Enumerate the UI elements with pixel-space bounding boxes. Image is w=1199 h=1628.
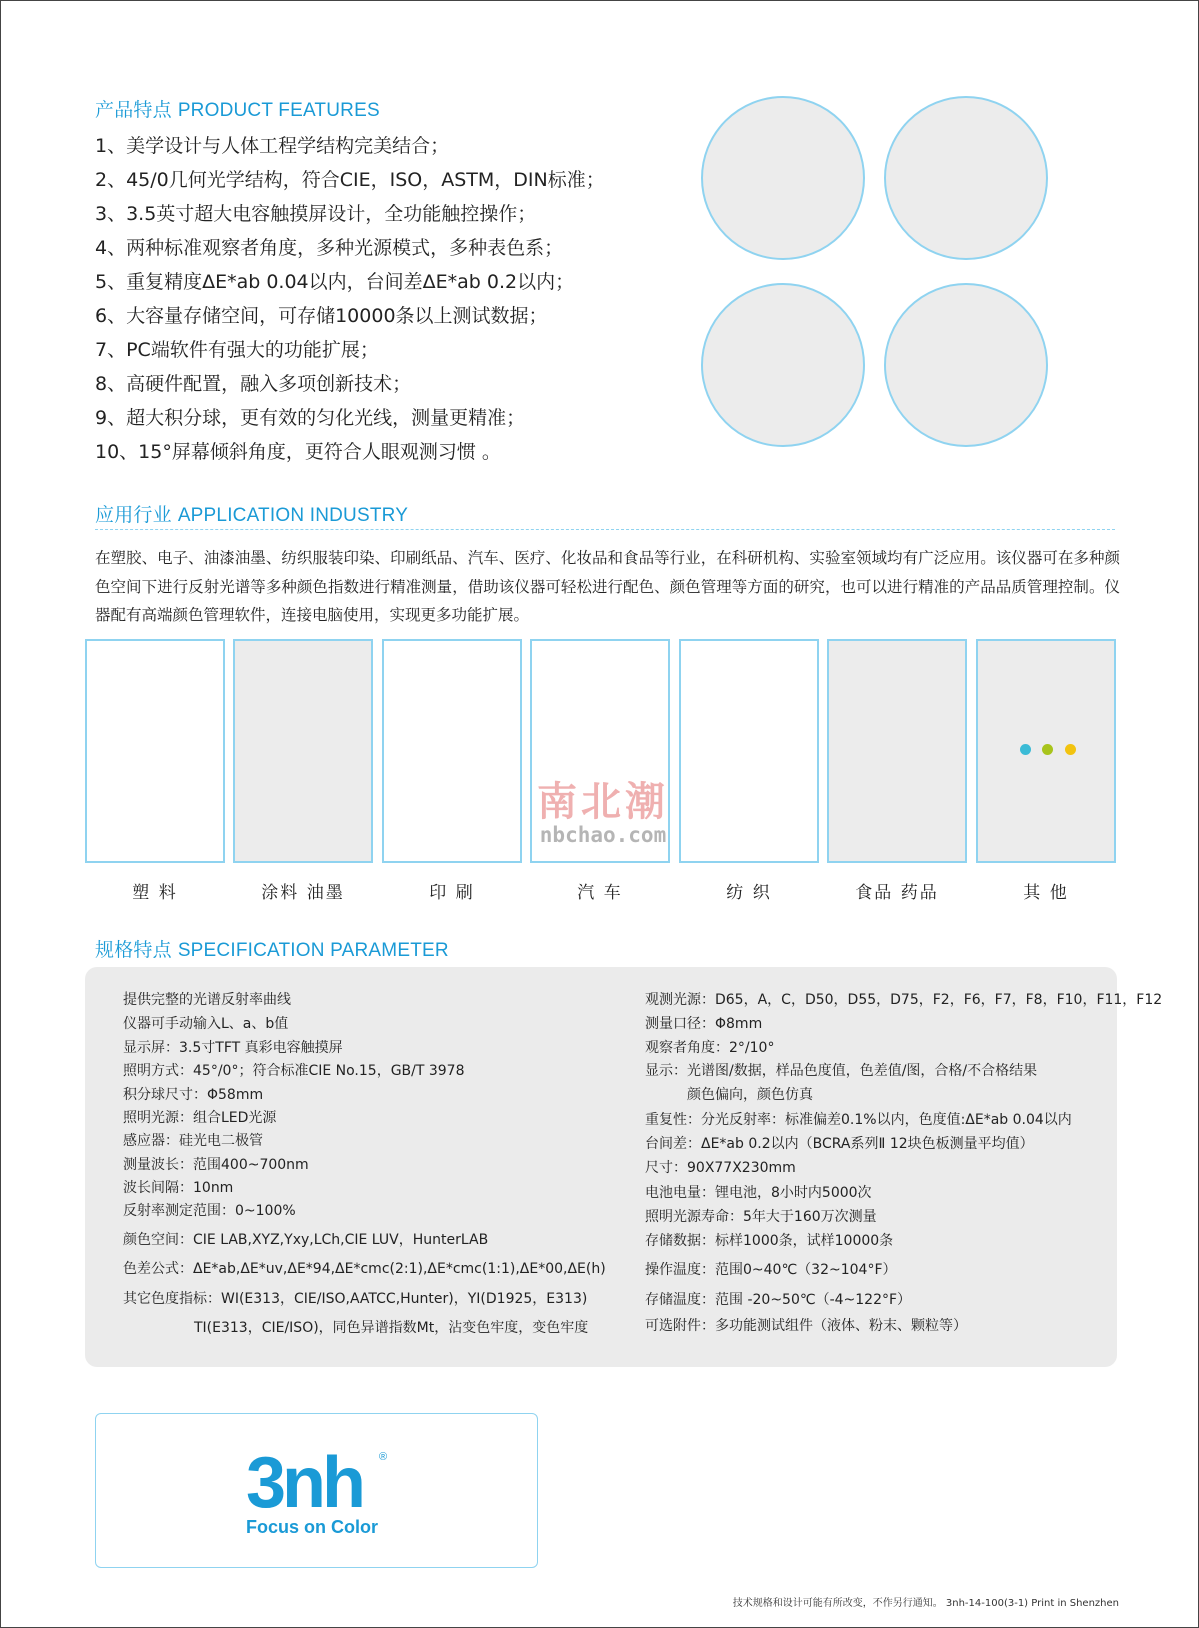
dot-yellow (1065, 744, 1076, 755)
footer-note: 技术规格和设计可能有所改变，不作另行通知。 3nh-14-100(3-1) Print in Shenzhen (732, 1598, 1119, 1609)
product-photo-placeholder (884, 283, 1048, 447)
industry-image-other (976, 639, 1116, 863)
application-heading (95, 500, 408, 527)
spec-item: 台间差：ΔE*ab 0.2以内（BCRA系列Ⅱ 12块色板测量平均值） (645, 1136, 1034, 1152)
spec-item: 照明光源：组合LED光源 (123, 1110, 277, 1126)
industry-image-coatings (233, 639, 373, 863)
application-title-cn: 应用行业 (95, 504, 172, 526)
feature-item: 9、超大积分球，更有效的匀化光线，测量更精准； (95, 407, 526, 429)
spec-item: 色差公式：ΔE*ab,ΔE*uv,ΔE*94,ΔE*cmc(2:1),ΔE*cmc(1:1),ΔE*00,ΔE(h) (123, 1261, 606, 1277)
industry-label: 纺 织 (726, 883, 772, 903)
brand-logo-box (95, 1413, 538, 1568)
brand-logo: 3nh (246, 1443, 363, 1523)
feature-item: 6、大容量存储空间，可存储10000条以上测试数据； (95, 305, 548, 327)
spec-item: 存储数据：标样1000条，试样10000条 (645, 1233, 894, 1249)
industry-image-textile (679, 639, 819, 863)
feature-item: 4、两种标准观察者角度，多种光源模式，多种表色系； (95, 237, 564, 259)
features-heading (95, 95, 380, 122)
spec-item: 观测光源：D65，A，C，D50，D55，D75，F2，F6，F7，F8，F10，F11，F12 (645, 992, 1163, 1008)
feature-item: 2、45/0几何光学结构，符合CIE，ISO，ASTM，DIN标准； (95, 169, 605, 191)
spec-item: 显示：光谱图/数据，样品色度值，色差值/图，合格/不合格结果 (645, 1063, 1038, 1079)
spec-item: 存储温度：范围 -20~50℃（-4~122°F） (645, 1292, 912, 1308)
product-photo-placeholder (701, 96, 865, 260)
spec-title-cn: 规格特点 (95, 939, 172, 961)
features-list (95, 129, 605, 469)
spec-item: 重复性：分光反射率：标准偏差0.1%以内，色度值:ΔE*ab 0.04以内 (645, 1112, 1072, 1128)
industry-image-food-drug (827, 639, 967, 863)
dot-green (1042, 744, 1053, 755)
feature-item: 5、重复精度ΔE*ab 0.04以内，台间差ΔE*ab 0.2以内； (95, 271, 575, 293)
spec-item: 显示屏：3.5寸TFT 真彩电容触摸屏 (123, 1040, 343, 1056)
spec-heading (95, 935, 449, 962)
spec-item: TI(E313，CIE/ISO)，同色异谱指数Mt，沾变色牢度，变色牢度 (194, 1320, 589, 1336)
spec-item: 观察者角度：2°/10° (645, 1040, 775, 1056)
spec-item: 其它色度指标：WI(E313，CIE/ISO,AATCC,Hunter)，YI(D1925，E313) (123, 1291, 588, 1307)
industry-label: 涂料 油墨 (261, 883, 345, 903)
industry-image-printing (382, 639, 522, 863)
feature-item: 7、PC端软件有强大的功能扩展； (95, 339, 379, 361)
application-description: 在塑胶、电子、油漆油墨、纺织服装印染、印刷纸品、汽车、医疗、化妆品和食品等行业，在科研机构、实验室领域均有广泛应用。该仪器可在多种颜色空间下进行反射光谱等多种颜色指数进行精准测量，借助该仪器可轻松进行配色、颜色管理等方面的研究，也可以进行精准的产品品质管理控制。仪器配有高端颜色管理软件，连接电脑使用，实现更多功能扩展。 (95, 549, 1120, 624)
spec-item: 电池电量：锂电池，8小时内5000次 (645, 1185, 872, 1201)
spec-panel (85, 967, 1163, 1367)
spec-item: 反射率测定范围：0~100% (123, 1203, 296, 1219)
industry-label: 其 他 (1023, 883, 1069, 903)
industry-image-plastic (85, 639, 225, 863)
spec-item: 照明光源寿命：5年大于160万次测量 (645, 1209, 877, 1225)
spec-item: 感应器：硅光电二极管 (123, 1133, 263, 1149)
watermark-cn: 南北潮 (537, 778, 669, 825)
spec-item: 提供完整的光谱反射率曲线 (123, 992, 291, 1008)
feature-item: 10、15°屏幕倾斜角度，更符合人眼观测习惯 。 (95, 441, 501, 463)
industry-label: 印 刷 (429, 883, 475, 903)
industry-label: 食品 药品 (855, 883, 939, 903)
industry-image-automotive (530, 639, 670, 863)
spec-item: 颜色偏向，颜色仿真 (687, 1087, 813, 1103)
features-title-en: PRODUCT FEATURES (177, 100, 380, 121)
product-photo-placeholder (884, 96, 1048, 260)
feature-item: 3、3.5英寸超大电容触摸屏设计，全功能触控操作； (95, 203, 537, 225)
spec-item: 测量波长：范围400~700nm (123, 1157, 309, 1173)
spec-item: 颜色空间：CIE LAB,XYZ,Yxy,LCh,CIE LUV，HunterLAB (123, 1232, 489, 1248)
spec-title-en: SPECIFICATION PARAMETER (177, 940, 449, 961)
spec-item: 操作温度：范围0~40℃（32~104°F） (645, 1262, 897, 1278)
feature-item: 1、美学设计与人体工程学结构完美结合； (95, 135, 450, 157)
industry-label: 塑 料 (132, 883, 178, 903)
product-photo-placeholder (701, 283, 865, 447)
spec-item: 测量口径：Φ8mm (645, 1016, 763, 1032)
watermark-en: nbchao.com (539, 823, 667, 847)
brand-tagline: Focus on Color (246, 1517, 378, 1537)
spec-item: 可选附件：多功能测试组件（液体、粉末、颗粒等） (645, 1318, 967, 1334)
spec-item: 仪器可手动输入L、a、b值 (123, 1016, 289, 1032)
dot-cyan (1020, 744, 1031, 755)
application-title-en: APPLICATION INDUSTRY (177, 505, 409, 526)
feature-item: 8、高硬件配置，融入多项创新技术； (95, 373, 412, 395)
industry-label: 汽 车 (577, 883, 623, 903)
spec-item: 尺寸：90X77X230mm (645, 1160, 796, 1176)
registered-mark: ® (379, 1451, 388, 1463)
features-title-cn: 产品特点 (95, 99, 172, 121)
spec-item: 照明方式：45°/0°；符合标准CIE No.15，GB/T 3978 (123, 1063, 465, 1079)
section-divider (95, 529, 1115, 530)
spec-item: 波长间隔：10nm (123, 1180, 234, 1196)
spec-item: 积分球尺寸：Φ58mm (123, 1087, 264, 1103)
